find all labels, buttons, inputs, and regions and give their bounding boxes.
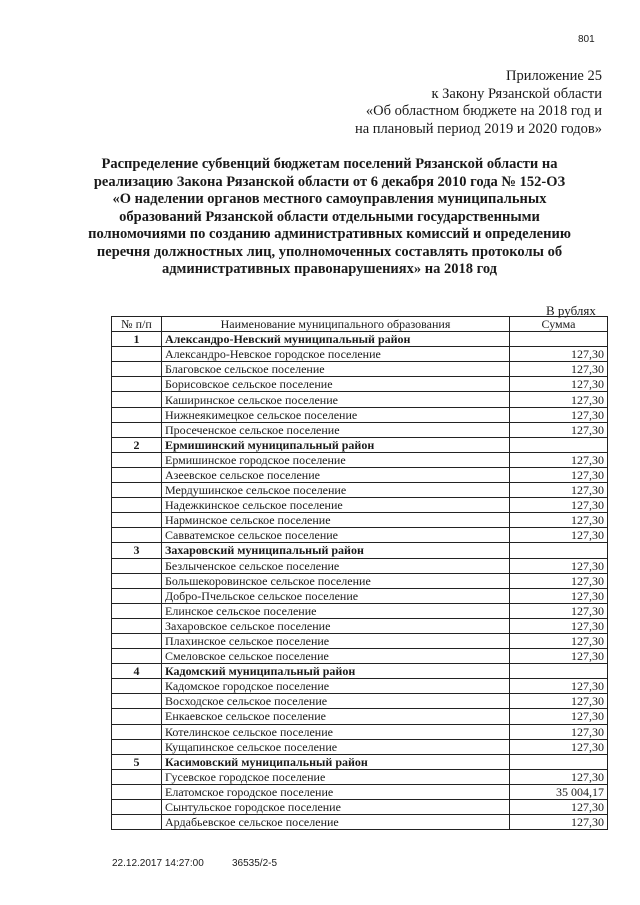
row-number [112,528,162,543]
table-row [112,483,608,498]
settlement-sum: 127,30 [510,407,608,422]
header-sum: Сумма [510,317,608,332]
settlement-name: Александро-Невское городское поселение [162,347,510,362]
settlement-name: Большекоровинское сельское поселение [162,573,510,588]
table-row [112,452,608,467]
settlement-name: Котелинское сельское поселение [162,724,510,739]
row-number [112,558,162,573]
settlement-name: Елинское сельское поселение [162,603,510,618]
settlement-name: Савватемское сельское поселение [162,528,510,543]
table-body [112,332,608,830]
settlement-sum: 35 004,17 [510,784,608,799]
row-number [112,467,162,482]
settlement-name: Сынтульское городское поселение [162,800,510,815]
table-row [112,618,608,633]
header-num: № п/п [112,317,162,332]
settlement-name: Ермишинское городское поселение [162,452,510,467]
settlement-name: Нарминское сельское поселение [162,513,510,528]
row-number [112,649,162,664]
settlement-name: Азеевское сельское поселение [162,467,510,482]
settlement-name: Кущапинское сельское поселение [162,739,510,754]
row-number [112,573,162,588]
row-number [112,769,162,784]
table-header-row [112,317,608,332]
settlement-name: Плахинское сельское поселение [162,633,510,648]
settlement-sum: 127,30 [510,633,608,648]
district-sum [510,754,608,769]
table-row [112,498,608,513]
settlement-sum: 127,30 [510,528,608,543]
settlement-name: Безлыченское сельское поселение [162,558,510,573]
title-line: Распределение субвенций бюджетам поселений Рязанской области на [101,156,558,172]
table-row [112,633,608,648]
table-row [112,347,608,362]
settlement-name: Захаровское сельское поселение [162,618,510,633]
table-row [112,513,608,528]
district-name: Ермишинский муниципальный район [162,437,510,452]
table-row [112,739,608,754]
settlement-name: Кадомское городское поселение [162,679,510,694]
row-number [112,362,162,377]
settlement-name: Мердушинское сельское поселение [162,483,510,498]
district-row [112,437,608,452]
title-line: административных правонарушениях» на 2018 год [161,261,498,277]
district-name: Кадомский муниципальный район [162,664,510,679]
settlement-sum: 127,30 [510,588,608,603]
row-number [112,377,162,392]
table-row [112,528,608,543]
settlement-sum: 127,30 [510,377,608,392]
settlement-sum: 127,30 [510,452,608,467]
subsidy-table [111,316,608,830]
row-number [112,407,162,422]
table-row [112,422,608,437]
settlement-sum: 127,30 [510,709,608,724]
settlement-sum: 127,30 [510,603,608,618]
row-number [112,709,162,724]
settlement-sum: 127,30 [510,498,608,513]
row-number [112,815,162,830]
settlement-sum: 127,30 [510,347,608,362]
settlement-name: Нижнеякимецкое сельское поселение [162,407,510,422]
title-line: перечня должностных лиц, уполномоченных составлять протоколы об [96,243,563,260]
table-row [112,724,608,739]
footer-doc-code: 36535/2-5 [232,858,278,869]
settlement-name: Гусевское городское поселение [162,769,510,784]
row-number [112,800,162,815]
settlement-sum: 127,30 [510,362,608,377]
district-row [112,664,608,679]
district-row [112,332,608,347]
currency-note: В рублях [546,303,596,318]
district-name: Александро-Невский муниципальный район [162,332,510,347]
settlement-sum: 127,30 [510,694,608,709]
settlement-name: Смеловское сельское поселение [162,649,510,664]
settlement-sum: 127,30 [510,739,608,754]
table-row [112,603,608,618]
district-number: 4 [112,664,162,679]
district-name: Захаровский муниципальный район [162,543,510,558]
table-row [112,377,608,392]
row-number [112,498,162,513]
row-number [112,633,162,648]
appendix-line: на плановый период 2019 и 2020 годов» [354,120,602,137]
settlement-sum: 127,30 [510,679,608,694]
appendix-header [355,68,602,138]
table-row [112,649,608,664]
row-number [112,422,162,437]
title-line: реализацию Закона Рязанской области от 6 декабря 2010 года № 152-ОЗ [93,173,566,190]
settlement-name: Елатомское городское поселение [162,784,510,799]
settlement-name: Енкаевское сельское поселение [162,709,510,724]
row-number [112,452,162,467]
settlement-sum: 127,30 [510,513,608,528]
district-sum [510,332,608,347]
settlement-name: Просеченское сельское поселение [162,422,510,437]
table-row [112,407,608,422]
row-number [112,679,162,694]
settlement-sum: 127,30 [510,815,608,830]
table-row [112,558,608,573]
settlement-name: Благовское сельское поселение [162,362,510,377]
row-number [112,739,162,754]
title-line: образований Рязанской области отдельными государственными [119,208,540,225]
settlement-name: Восходское сельское поселение [162,694,510,709]
settlement-sum: 127,30 [510,392,608,407]
district-row [112,754,608,769]
district-row [112,543,608,558]
settlement-sum: 127,30 [510,573,608,588]
table-row [112,679,608,694]
table-row [112,573,608,588]
page-number: 801 [578,34,595,45]
settlement-sum: 127,30 [510,649,608,664]
row-number [112,588,162,603]
row-number [112,694,162,709]
header-name: Наименование муниципального образования [162,317,510,332]
table-row [112,588,608,603]
settlement-name: Борисовское сельское поселение [162,377,510,392]
settlement-sum: 127,30 [510,618,608,633]
appendix-line: к Закону Рязанской области [431,85,602,102]
row-number [112,513,162,528]
row-number [112,483,162,498]
settlement-name: Добро-Пчельское сельское поселение [162,588,510,603]
table-row [112,392,608,407]
settlement-name: Ардабьевское сельское поселение [162,815,510,830]
district-sum [510,664,608,679]
district-sum [510,543,608,558]
table-row [112,467,608,482]
district-number: 5 [112,754,162,769]
district-number: 3 [112,543,162,558]
table-row [112,784,608,799]
district-sum [510,437,608,452]
table-row [112,815,608,830]
table-row [112,362,608,377]
district-number: 1 [112,332,162,347]
appendix-line: «Об областном бюджете на 2018 год и [365,103,602,119]
row-number [112,724,162,739]
settlement-sum: 127,30 [510,558,608,573]
table-row [112,694,608,709]
row-number [112,618,162,633]
footer-timestamp: 22.12.2017 14:27:00 [112,858,204,869]
row-number [112,784,162,799]
table-row [112,800,608,815]
row-number [112,347,162,362]
settlement-name: Каширинское сельское поселение [162,392,510,407]
row-number [112,392,162,407]
district-number: 2 [112,437,162,452]
document-title [72,156,587,279]
settlement-name: Надежкинское сельское поселение [162,498,510,513]
table-row [112,769,608,784]
settlement-sum: 127,30 [510,467,608,482]
settlement-sum: 127,30 [510,724,608,739]
settlement-sum: 127,30 [510,483,608,498]
title-line: «О наделении органов местного самоуправления муниципальных [112,191,547,207]
title-line: полномочиями по созданию административных комиссий и определению [88,226,571,242]
row-number [112,603,162,618]
settlement-sum: 127,30 [510,769,608,784]
settlement-sum: 127,30 [510,800,608,815]
table-row [112,709,608,724]
settlement-sum: 127,30 [510,422,608,437]
appendix-line: Приложение 25 [506,68,602,84]
district-name: Касимовский муниципальный район [162,754,510,769]
